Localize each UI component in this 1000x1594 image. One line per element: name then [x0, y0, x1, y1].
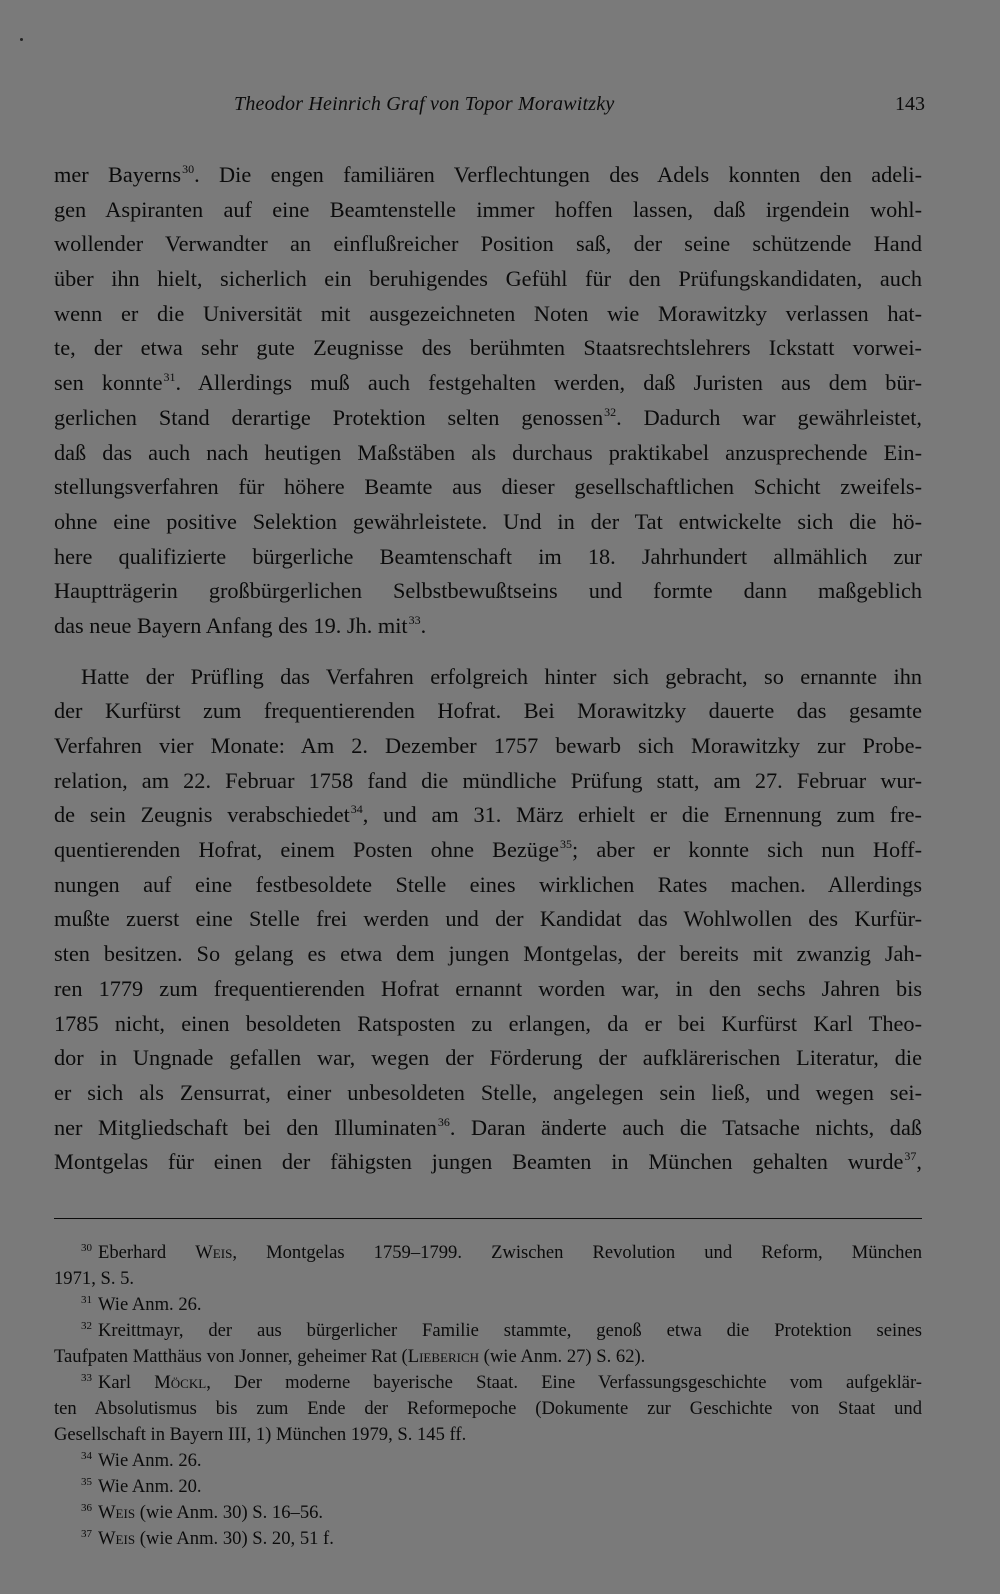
footnotes [54, 1240, 922, 1552]
text-line: 1785 nicht, einen besoldeten Ratsposten zu erlangen, da er bei Kurfürst Karl Theo- [54, 1010, 922, 1036]
text-line: Montgelas für einen der fähigsten jungen Beamten in München gehalten wurde$^{37}$, [54, 1149, 922, 1175]
footnote-30-cont: 1971, S. 5. [54, 1268, 135, 1289]
text-line: mer Bayerns$^{30}$. Die engen familiären Verflechtungen des Adels konnten den adeli- [54, 162, 922, 187]
text-line: nungen auf eine festbesoldete Stelle eines wirklichen Rates machen. Allerdings [54, 871, 922, 897]
footnote-33-cont: Gesellschaft in Bayern III, 1) München 1979, S. 145 ff. [54, 1424, 467, 1445]
text-line: Verfahren vier Monate: Am 2. Dezember 1757 bewarb sich Morawitzky zur Probe- [54, 733, 922, 758]
text-line: der Kurfürst zum frequentierenden Hofrat. Bei Morawitzky dauerte das gesamte [54, 698, 922, 724]
scan-speck [20, 38, 23, 41]
footnote-35: $^{35}$ Wie Anm. 20. [81, 1476, 202, 1497]
body-text [54, 158, 922, 1180]
text-line: stellungsverfahren für höhere Beamte aus dieser gesellschaftlichen Schicht zweifels- [54, 474, 922, 500]
text-line: ner Mitgliedschaft bei den Illuminaten$^{36}$. Daran änderte auch die Tatsache nichts, daß [54, 1114, 922, 1140]
text-line: quentierenden Hofrat, einem Posten ohne Bezüge$^{35}$; aber er konnte sich nun Hoff- [54, 837, 923, 863]
text-line: er sich als Zensurrat, einer unbesoldeten Stelle, angelegen sein ließ, und wegen sei- [54, 1079, 922, 1105]
text-line: ohne eine positive Selektion gewährleistete. Und in der Tat entwickelte sich die hö- [54, 508, 922, 534]
text-line: Hauptträgerin großbürgerlichen Selbstbewußtseins und formte dann maßgeblich [54, 578, 922, 604]
footnote-36: $^{36}$ Weis (wie Anm. 30) S. 16–56. [81, 1502, 324, 1523]
footnote-32-cont: Taufpaten Matthäus von Jonner, geheimer Rat (Lieberich (wie Anm. 27) S. 62). [54, 1346, 646, 1367]
footnote-ref: 30 [182, 162, 195, 176]
text-line: wollender Verwandter an einflußreicher Position saß, der seine schützende Hand [54, 231, 922, 257]
footnote-37: $^{37}$ Weis (wie Anm. 30) S. 20, 51 f. [81, 1528, 334, 1549]
page-header [54, 93, 925, 123]
text-line: gen Aspiranten auf eine Beamtenstelle immer hoffen lassen, daß irgendein wohl- [54, 196, 922, 222]
text-line: dor in Ungnade gefallen war, wegen der Förderung der aufklärerischen Literatur, die [54, 1045, 922, 1071]
text-line: sten besitzen. So gelang es etwa dem jungen Montgelas, der bereits mit zwanzig Jah- [54, 941, 922, 967]
footnote-30: $^{30}$ Eberhard Weis, Montgelas 1759–1799. Zwischen Revolution und Reform, München [81, 1242, 922, 1263]
text-line: te, der etwa sehr gute Zeugnisse des berühmten Staatsrechtslehrers Ickstatt vorwei- [54, 335, 922, 361]
footnote-32: $^{32}$ Kreittmayr, der aus bürgerlicher Familie stammte, genoß etwa die Protektion seines [81, 1320, 922, 1341]
text-line: ren 1779 zum frequentierenden Hofrat ernannt worden war, in den sechs Jahren bis [54, 975, 922, 1001]
text-line: relation, am 22. Februar 1758 fand die mündliche Prüfung statt, am 27. Februar wur- [54, 767, 922, 793]
footnote-ref: 35 [560, 837, 572, 852]
footnote-separator [54, 1218, 922, 1219]
footnote-34: $^{34}$ Wie Anm. 26. [81, 1450, 202, 1471]
footnote-33: $^{33}$ Karl Möckl, Der moderne bayerische Staat. Eine Verfassungsgeschichte vom aufgeklär- [81, 1372, 923, 1393]
text-line: Hatte der Prüfling das Verfahren erfolgreich hinter sich gebracht, so ernannte ihn [81, 663, 922, 689]
paragraph-gap [54, 644, 922, 660]
text-line: das neue Bayern Anfang des 19. Jh. mit$^{33}$. [54, 612, 427, 638]
page-number: 143 [895, 93, 925, 115]
footnote-ref: 33 [408, 612, 421, 627]
text-line: de sein Zeugnis verabschiedet$^{34}$, und am 31. März erhielt er die Ernennung zum fre- [54, 802, 922, 828]
text-line: here qualifizierte bürgerliche Beamtenschaft im 18. Jahrhundert allmählich zur [54, 543, 922, 569]
text-line: über ihn hielt, sicherlich ein beruhigendes Gefühl für den Prüfungskandidaten, auch [54, 266, 922, 292]
text-line: daß das auch nach heutigen Maßstäben als durchaus praktikabel anzusprechende Ein- [54, 439, 922, 465]
text-line: sen konnte$^{31}$. Allerdings muß auch festgehalten werden, daß Juristen aus dem bür- [54, 370, 922, 396]
text-line: wenn er die Universität mit ausgezeichneten Noten wie Morawitzky verlassen hat- [54, 300, 922, 326]
text-line: mußte zuerst eine Stelle frei werden und der Kandidat das Wohlwollen des Kurfür- [54, 906, 922, 932]
footnote-31: $^{31}$ Wie Anm. 26. [81, 1294, 202, 1315]
footnote-ref: 36 [437, 1114, 450, 1129]
running-head: Theodor Heinrich Graf von Topor Morawitzky [234, 93, 615, 115]
footnote-33-cont: ten Absolutismus bis zum Ende der Reformepoche (Dokumente zur Geschichte von Staat und [54, 1398, 922, 1419]
footnote-ref: 37 [904, 1149, 917, 1164]
footnote-ref: 32 [604, 404, 617, 419]
footnote-ref: 31 [163, 370, 176, 385]
footnote-ref: 34 [350, 802, 363, 817]
text-line: gerlichen Stand derartige Protektion selten genossen$^{32}$. Dadurch war gewährleistet, [54, 404, 923, 430]
